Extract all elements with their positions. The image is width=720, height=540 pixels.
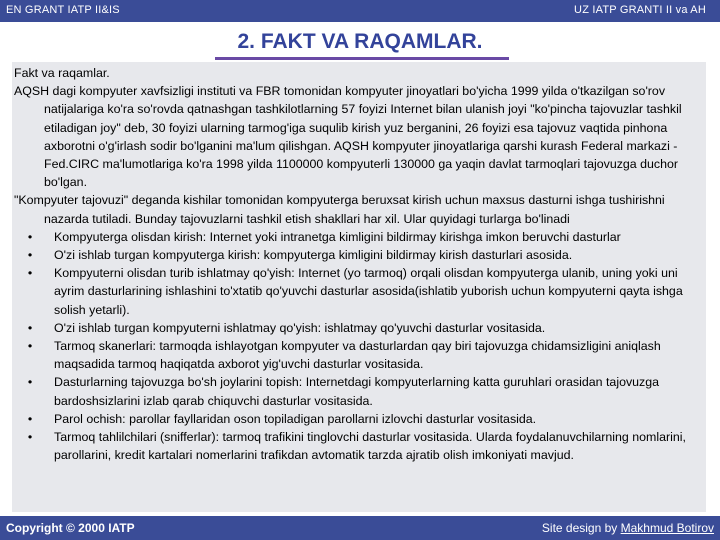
site-design-credit	[542, 521, 714, 535]
list-item-text: Parol ochish: parollar fayllaridan oson topiladigan parollarni izlovchi dasturlar vositasida.	[54, 411, 537, 426]
list-item	[14, 319, 704, 337]
content-text	[14, 64, 704, 464]
page-title: 2. FAKT VA RAQAMLAR.	[237, 30, 483, 53]
list-item	[14, 337, 704, 373]
bullet-icon: •	[27, 411, 33, 426]
bullet-icon: •	[27, 320, 33, 335]
bullet-icon: •	[27, 430, 33, 445]
header-right-label: UZ IATP GRANTI II va AH	[574, 4, 706, 16]
list-item	[14, 410, 704, 428]
header-bar	[0, 0, 720, 22]
list-item	[14, 246, 704, 264]
paragraph-2: "Kompyuter tajovuzi" deganda kishilar tomonidan kompyuterga beruxsat kirish uchun maxsus dasturni ishga tushirishni nazarda tutiladi. Bunday tajovuzlarni tashkil etish shakllari har xil. Ular quyidagi turlarga bo'linadi	[14, 193, 665, 226]
bullet-icon: •	[27, 229, 33, 244]
section-heading: Fakt va raqamlar.	[14, 66, 110, 80]
list-item-text: Kompyuterga olisdan kirish: Internet yoki intranetga kimligini bildirmay kirishga imkon beruvchi dasturlar	[54, 229, 621, 244]
list-item	[14, 373, 704, 409]
paragraph-1: AQSH dagi kompyuter xavfsizligi instituti va FBR tomonidan kompyuter jinoyatlari bo'yicha 1999 yilda o'tkazilgan so'rov natijalariga ko'ra so'rovda qatnashgan tashkilotlarning 57 foyizi Internet bilan ulanish joyi "ko'pincha tajovuzlar tashkil etiladigan joy" deb, 30 foyizi ularning tarmog'iga suqulib kirish yuz berganini, 26 foyizi esa tajovuz vaqtida pinhona axborotni o'g'irlash sodir bo'lganini ma'lum qilishgan. AQSH kompyuter jinoyatlariga qarshi kurash Federal markazi - Fed.CIRC ma'lumotlariga ko'ra 1998 yilda 1100000 kompyuterli 130000 ga yaqin davlat tarmoqlari tajovuzga duchor bo'lgan.	[14, 84, 682, 190]
site-design-prefix: Site design by	[541, 521, 621, 535]
header-left-label: EN GRANT IATP II&IS	[6, 4, 120, 16]
designer-link[interactable]: Makhmud Botirov	[620, 521, 714, 535]
title-underline	[215, 57, 509, 60]
list-item	[14, 428, 704, 464]
bullet-icon: •	[27, 266, 33, 281]
list-item-text: Tarmoq tahlilchilari (snifferlar): tarmoq trafikini tinglovchi dasturlar vositasida. Ularda foydalanuvchilarning nomlarini, parollarini, kredit kartalari nomerlarini trafikdan avtomatik tarzda ajratib olish imkoniyati mavjud.	[54, 430, 686, 463]
copyright-text: Copyright © 2000 IATP	[6, 521, 135, 535]
list-item-text: O'zi ishlab turgan kompyuterga kirish: kompyuterga kimligini bildirmay kirish dasturlari asosida.	[54, 248, 573, 263]
bullet-icon: •	[27, 375, 33, 390]
footer-bar	[0, 516, 720, 540]
list-item-text: Kompyuterni olisdan turib ishlatmay qo'yish: Internet (yo tarmoq) orqali olisdan kompyuterga ulanib, uning yoki uni ayrim dasturlarining ishlashini to'xtatib qo'yuvchi dasturlar asosida(ishlatib yuborish uchun kompyuterni qayta ishga solish yetarli).	[54, 266, 683, 317]
bullet-icon: •	[27, 339, 33, 354]
list-item-text: Dasturlarning tajovuzga bo'sh joylarini topish: Internetdagi kompyuterlarning katta guruhlari orasidan tajovuzga bardoshsizlarini izlab qarab chiquvchi dasturlar vositasida.	[54, 375, 660, 408]
list-item	[14, 264, 704, 319]
list-item	[14, 228, 704, 246]
list-item-text: O'zi ishlab turgan kompyuterni ishlatmay qo'yish: ishlatmay qo'yuvchi dasturlar vositasida.	[54, 320, 546, 335]
list-item-text: Tarmoq skanerlari: tarmoqda ishlayotgan kompyuter va dasturlardan qay biri tajovuzga chidamsizligini aniqlash maqsadida tarmoq haqiqatda axborot yig'uvchi dasturlar vositasida.	[54, 339, 661, 372]
bullet-icon: •	[27, 248, 33, 263]
